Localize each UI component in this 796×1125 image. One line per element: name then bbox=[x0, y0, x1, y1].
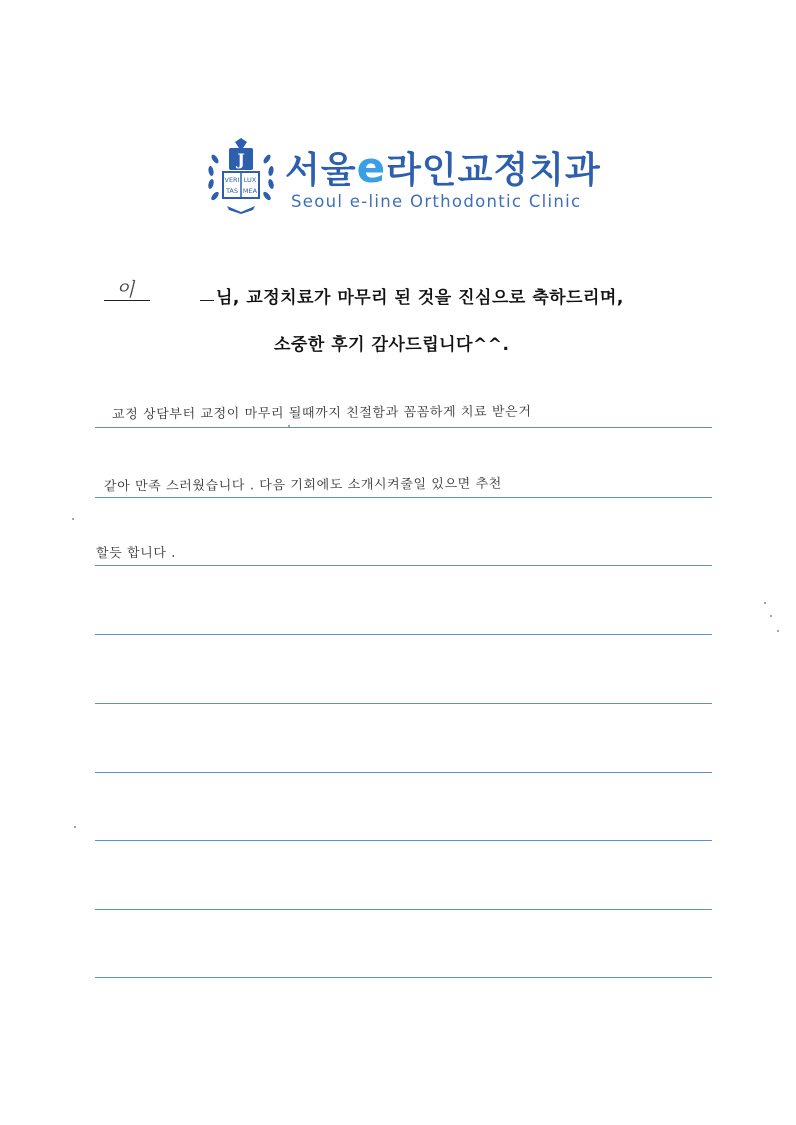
review-line-3: 할듯 합니다 . bbox=[95, 545, 177, 562]
svg-text:J: J bbox=[237, 150, 245, 169]
review-line-2: 같아 만족 스러웠습니다 . 다음 기회에도 소개시켜줄일 있으면 추천 bbox=[103, 476, 502, 495]
scan-speck bbox=[764, 602, 766, 604]
clinic-name-english: Seoul e-line Orthodontic Clinic bbox=[291, 192, 582, 211]
scan-speck bbox=[777, 630, 779, 632]
patient-name: 이 bbox=[116, 279, 137, 301]
writing-line bbox=[95, 565, 712, 566]
name-underline bbox=[104, 300, 150, 301]
scan-speck bbox=[74, 826, 76, 828]
writing-line bbox=[95, 840, 712, 841]
writing-line bbox=[95, 703, 712, 704]
writing-line bbox=[95, 909, 712, 910]
review-line-1: 교정 상담부터 교정이 마무리 될때까지 친절함과 꼼꼼하게 치료 받은거 bbox=[111, 404, 532, 423]
writing-line bbox=[95, 977, 712, 978]
greeting-line-2: 소중한 후기 감사드립니다^^. bbox=[274, 335, 510, 355]
writing-line bbox=[95, 634, 712, 635]
greeting-line-1: 님, 교정치료가 마무리 된 것을 진심으로 축하드리며, bbox=[216, 288, 624, 308]
svg-text:LUX: LUX bbox=[243, 176, 257, 184]
writing-line bbox=[95, 497, 712, 498]
svg-text:MEA: MEA bbox=[242, 187, 258, 195]
writing-line bbox=[95, 772, 712, 773]
scan-speck bbox=[770, 615, 772, 617]
writing-line bbox=[95, 427, 712, 428]
emblem-motto bbox=[223, 172, 259, 198]
name-suffix-underline bbox=[200, 300, 214, 301]
scan-speck bbox=[288, 425, 290, 427]
svg-text:TAS: TAS bbox=[225, 187, 239, 195]
clinic-logo bbox=[205, 138, 605, 218]
clinic-name-korean: 서울e라인교정치과 bbox=[285, 143, 601, 192]
scan-speck bbox=[72, 518, 74, 520]
svg-text:VERI: VERI bbox=[224, 176, 240, 184]
